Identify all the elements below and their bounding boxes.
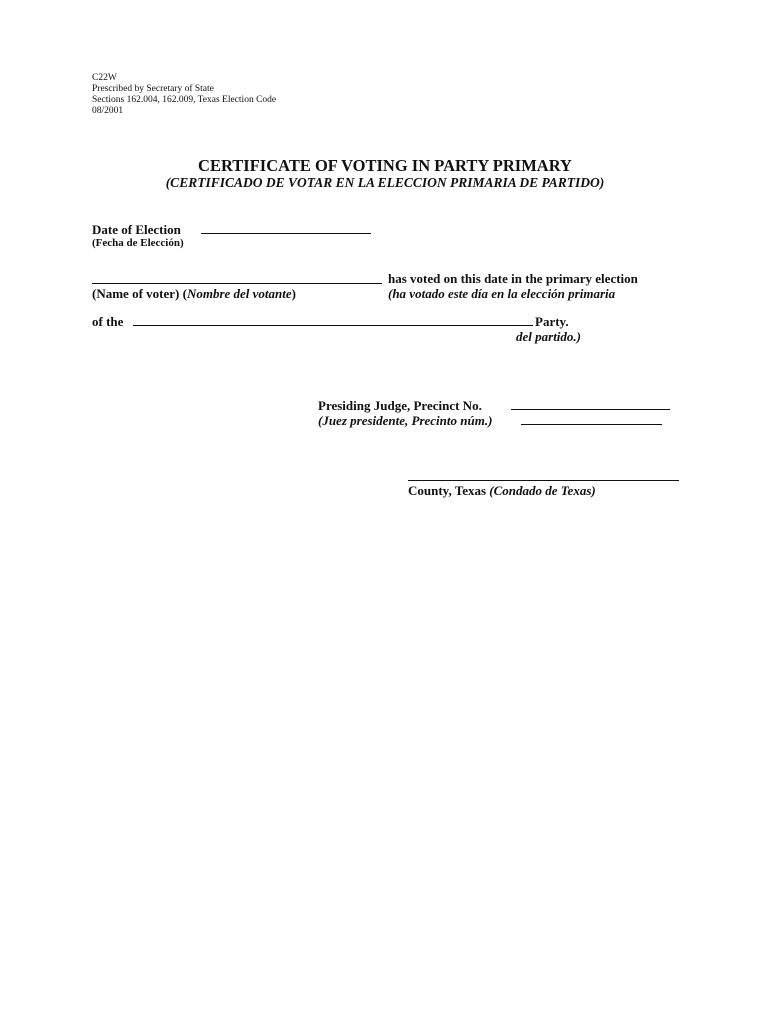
precinct-number-field-es xyxy=(521,424,662,425)
date-of-election-field[interactable] xyxy=(201,233,371,234)
of-the-label: of the xyxy=(92,314,124,329)
party-label: Party. xyxy=(535,314,569,329)
revision-date: 08/2001 xyxy=(92,106,124,116)
date-of-election-label: Date of Election xyxy=(92,222,181,237)
county-label: County, Texas (Condado de Texas) xyxy=(408,483,596,498)
county-field[interactable] xyxy=(408,480,679,481)
has-voted-text-es: (ha votado este día en la elección primaria xyxy=(388,286,616,301)
date-of-election-label-es: (Fecha de Elección) xyxy=(92,237,184,249)
voter-name-field[interactable] xyxy=(92,283,382,284)
has-voted-text: has voted on this date in the primary election xyxy=(388,271,638,286)
precinct-number-field[interactable] xyxy=(511,409,670,410)
statute-sections: Sections 162.004, 162.009, Texas Election Code xyxy=(92,95,277,105)
prescribed-by: Prescribed by Secretary of State xyxy=(92,84,214,94)
presiding-judge-label: Presiding Judge, Precinct No. xyxy=(318,398,482,413)
form-code: C22W xyxy=(92,73,117,83)
page-title: CERTIFICATE OF VOTING IN PARTY PRIMARY xyxy=(198,156,572,175)
voter-name-label: (Name of voter) (Nombre del votante) xyxy=(92,286,296,301)
presiding-judge-label-es: (Juez presidente, Precinto núm.) xyxy=(318,413,493,428)
party-label-es: del partido.) xyxy=(516,329,581,344)
party-name-field[interactable] xyxy=(133,325,533,326)
page-subtitle: (CERTIFICADO DE VOTAR EN LA ELECCION PRIMARIA DE PARTIDO) xyxy=(165,175,605,190)
